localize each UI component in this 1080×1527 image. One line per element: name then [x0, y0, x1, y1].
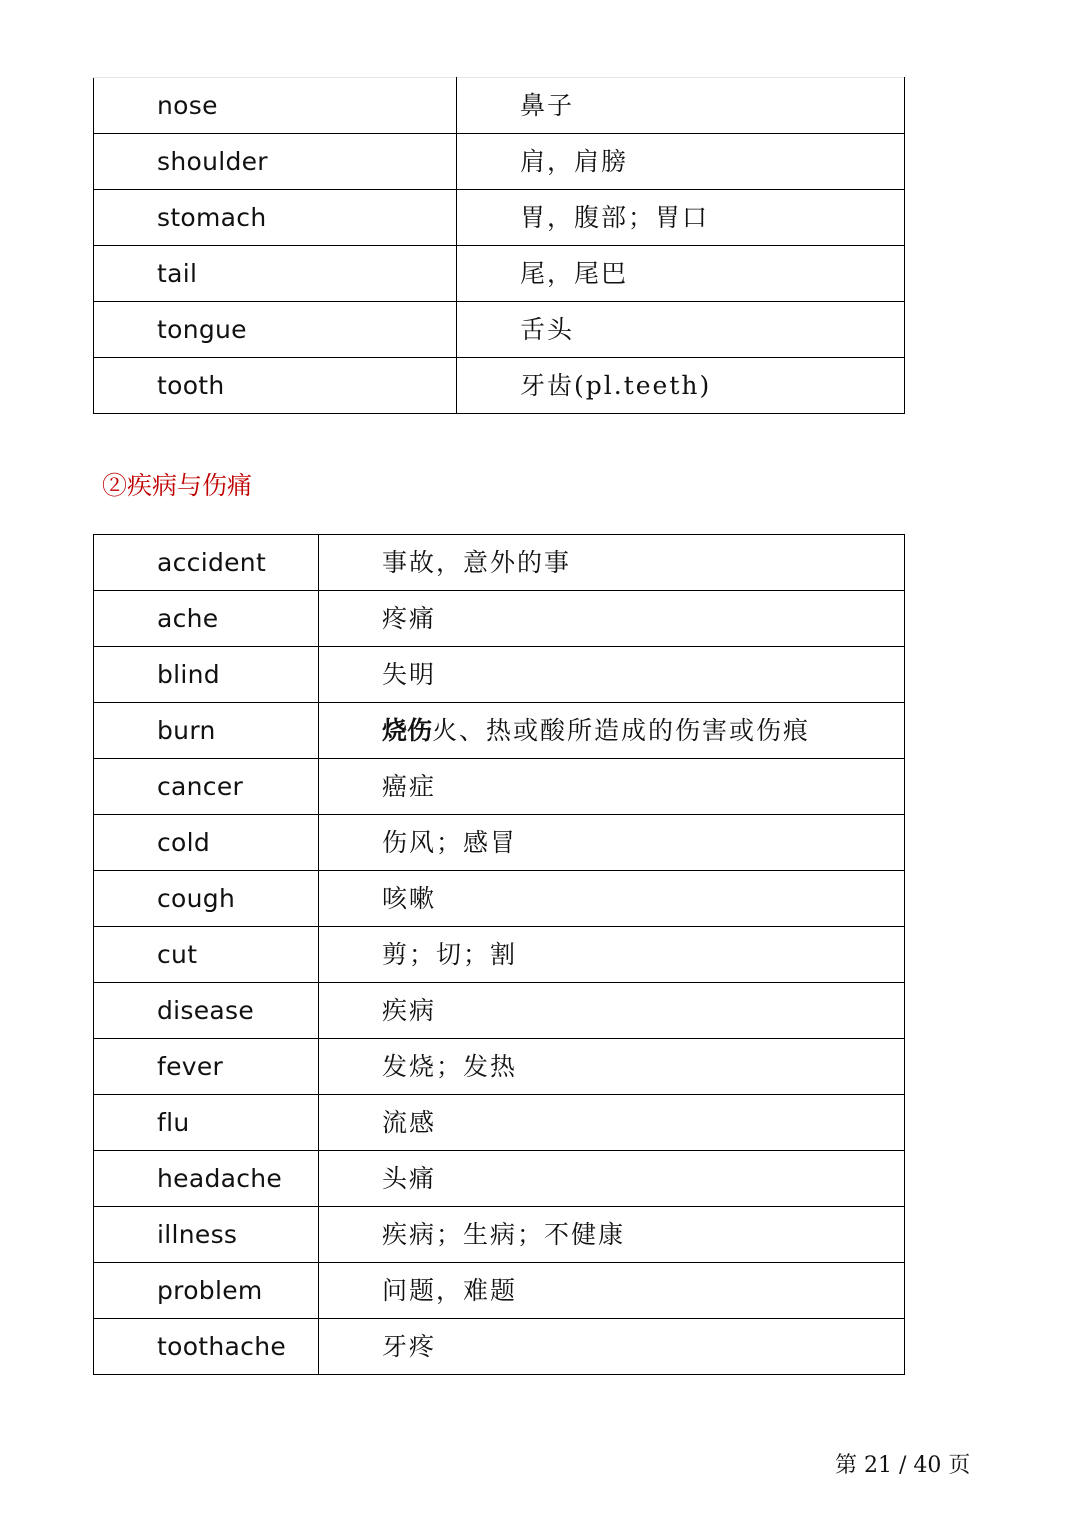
english-word: cough [94, 871, 319, 927]
table-row [94, 78, 905, 134]
english-word: tail [94, 246, 457, 302]
english-word: shoulder [94, 134, 457, 190]
table-row [94, 759, 905, 815]
english-word: blind [94, 647, 319, 703]
chinese-meaning: 头痛 [319, 1151, 905, 1207]
chinese-meaning: 剪；切；割 [319, 927, 905, 983]
english-word: headache [94, 1151, 319, 1207]
chinese-meaning: 舌头 [457, 302, 905, 358]
chinese-meaning: 疼痛 [319, 591, 905, 647]
chinese-meaning: 疾病；生病；不健康 [319, 1207, 905, 1263]
table-row [94, 190, 905, 246]
chinese-meaning: 胃，腹部；胃口 [457, 190, 905, 246]
vocab-table-illness [93, 534, 905, 1375]
english-word: fever [94, 1039, 319, 1095]
chinese-meaning: 流感 [319, 1095, 905, 1151]
page-number: 第 21 / 40 页 [835, 1453, 971, 1478]
vocab-table-body-parts [93, 77, 905, 414]
table-row [94, 1319, 905, 1375]
english-word: toothache [94, 1319, 319, 1375]
chinese-meaning: 问题，难题 [319, 1263, 905, 1319]
english-word: stomach [94, 190, 457, 246]
english-word: tooth [94, 358, 457, 414]
chinese-meaning: 尾，尾巴 [457, 246, 905, 302]
chinese-meaning: 失明 [319, 647, 905, 703]
chinese-meaning: 癌症 [319, 759, 905, 815]
chinese-meaning: 牙疼 [319, 1319, 905, 1375]
table-row [94, 871, 905, 927]
table-row [94, 1151, 905, 1207]
chinese-meaning: 伤风；感冒 [319, 815, 905, 871]
english-word: illness [94, 1207, 319, 1263]
english-word: accident [94, 535, 319, 591]
chinese-meaning: 鼻子 [457, 78, 905, 134]
table-row [94, 927, 905, 983]
chinese-meaning: 肩，肩膀 [457, 134, 905, 190]
table-row [94, 1095, 905, 1151]
english-word: flu [94, 1095, 319, 1151]
table-row [94, 647, 905, 703]
meaning-bold-term: 烧伤 [382, 716, 433, 745]
english-word: nose [94, 78, 457, 134]
english-word: tongue [94, 302, 457, 358]
english-word: ache [94, 591, 319, 647]
english-word: problem [94, 1263, 319, 1319]
table-row [94, 983, 905, 1039]
chinese-meaning: 牙齿(pl.teeth) [457, 358, 905, 414]
table-row [94, 535, 905, 591]
section-heading: ②疾病与伤痛 [102, 471, 253, 500]
table-row [94, 134, 905, 190]
table-row [94, 1263, 905, 1319]
chinese-meaning: 咳嗽 [319, 871, 905, 927]
table-row [94, 815, 905, 871]
chinese-meaning: 发烧；发热 [319, 1039, 905, 1095]
chinese-meaning [319, 703, 905, 759]
english-word: cancer [94, 759, 319, 815]
english-word: cold [94, 815, 319, 871]
table-row [94, 1207, 905, 1263]
table-row [94, 246, 905, 302]
english-word: burn [94, 703, 319, 759]
chinese-meaning: 疾病 [319, 983, 905, 1039]
english-word: cut [94, 927, 319, 983]
english-word: disease [94, 983, 319, 1039]
table-row [94, 591, 905, 647]
table-row [94, 302, 905, 358]
table-row [94, 358, 905, 414]
table-row [94, 703, 905, 759]
table-row [94, 1039, 905, 1095]
meaning-description: 火、热或酸所造成的伤害或伤痕 [432, 716, 811, 745]
chinese-meaning: 事故，意外的事 [319, 535, 905, 591]
